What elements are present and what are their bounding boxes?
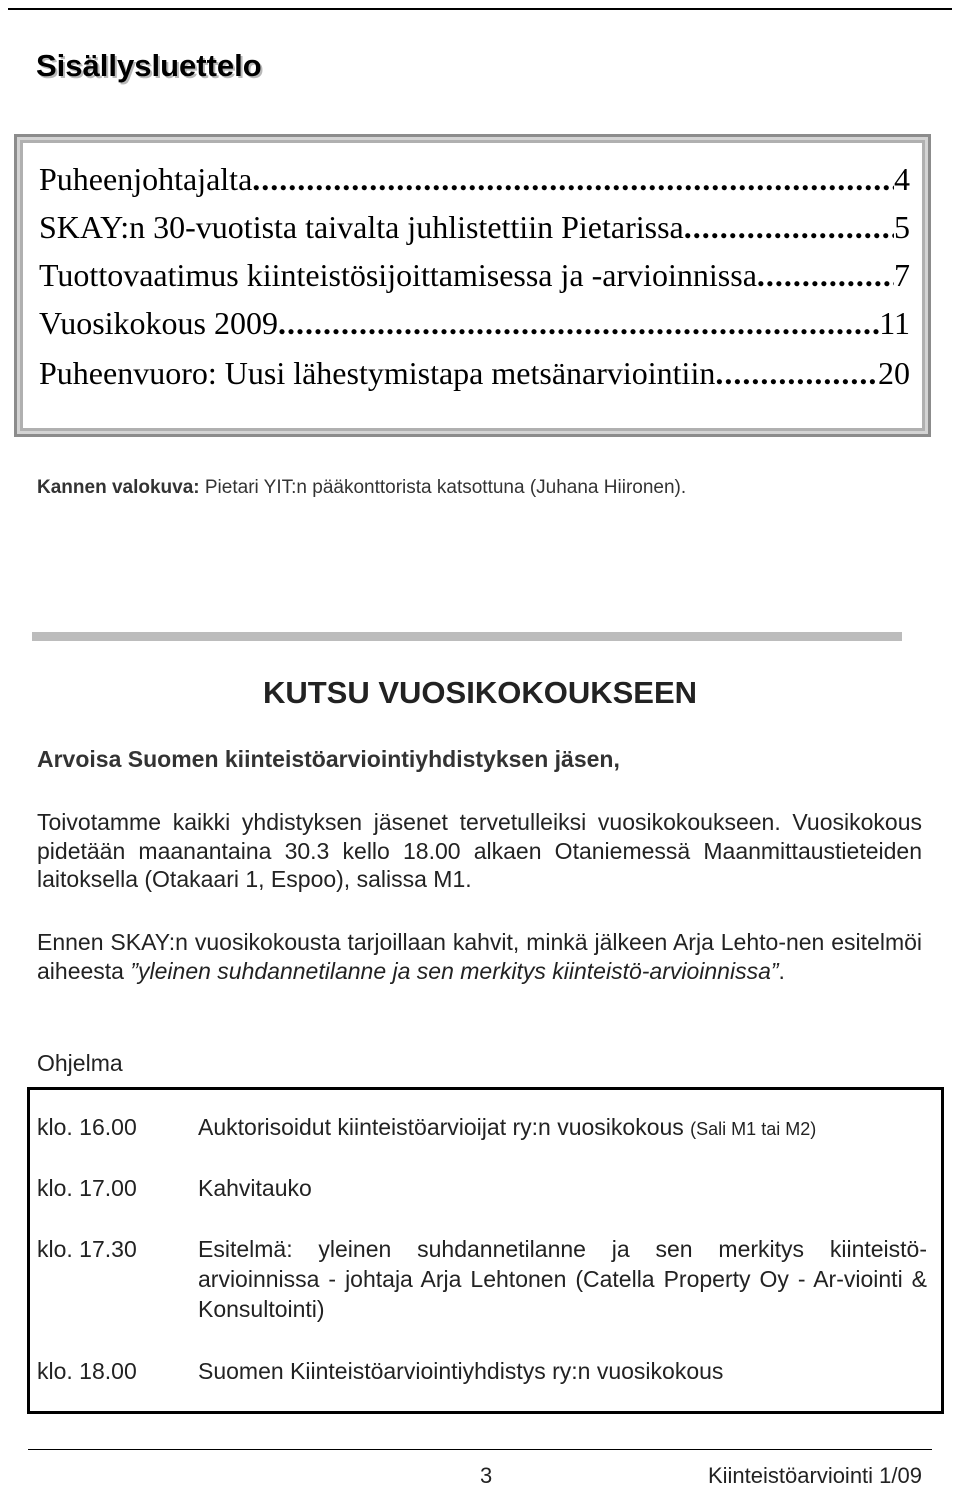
lecture-topic: ”yleinen suhdannetilanne ja sen merkitys kiinteistö-arvioinnissa”: [130, 957, 779, 984]
invitation-paragraph: Toivotamme kaikki yhdistyksen jäsenet tervetulleiksi vuosikokoukseen. Vuosikokous pidetään maanantaina 30.3 kello 18.00 alkaen Otaniemessä Maanmittaustieteiden laitoksella (Otakaari 1, Espoo), salissa M1.: [37, 809, 922, 892]
program-time: klo. 17.00: [37, 1175, 137, 1201]
program-row: [37, 1234, 927, 1324]
toc-leader-dots: [278, 305, 879, 342]
toc-entry-page: 5: [894, 209, 910, 245]
table-of-contents: [14, 134, 931, 437]
program-time: klo. 16.00: [37, 1114, 137, 1140]
program-row: [37, 1173, 927, 1203]
program-text: Auktorisoidut kiinteistöarvioijat ry:n vuosikokous: [198, 1114, 691, 1140]
program-description: [198, 1112, 927, 1144]
toc-entry-page: 20: [878, 355, 910, 391]
toc-leader-dots: [715, 355, 878, 392]
toc-leader-dots: [684, 209, 894, 246]
toc-entry-title: Puheenvuoro: Uusi lähestymistapa metsänarviointiin: [39, 355, 716, 391]
toc-entry[interactable]: [39, 305, 910, 347]
toc-entry[interactable]: [39, 161, 910, 203]
toc-entry-title: Vuosikokous 2009: [39, 305, 278, 341]
cover-photo-caption: [37, 477, 686, 499]
page-number: 3: [480, 1463, 493, 1488]
toc-entry-title: Puheenjohtajalta: [39, 161, 253, 197]
invitation-title: KUTSU VUOSIKOKOUKSEEN: [262, 675, 698, 710]
top-rule: [8, 8, 952, 10]
invitation-paragraph: [37, 928, 922, 985]
program-time: klo. 18.00: [37, 1358, 137, 1384]
toc-entry-page: 7: [894, 257, 910, 293]
publication-name: Kiinteistöarviointi 1/09: [707, 1463, 922, 1488]
program-row: [37, 1356, 927, 1386]
toc-leader-dots: [757, 257, 894, 294]
program-description: Suomen Kiinteistöarviointiyhdistys ry:n vuosikokous: [198, 1358, 724, 1384]
toc-heading: Sisällysluettelo: [36, 48, 262, 83]
toc-entry-title: SKAY:n 30-vuotista taivalta juhlistettiin Pietarissa: [39, 209, 684, 245]
toc-entry[interactable]: [39, 209, 910, 251]
program-box: [27, 1087, 944, 1414]
section-divider: [32, 632, 902, 641]
program-description: Esitelmä: yleinen suhdannetilanne ja sen merkitys kiinteistö-arvioinnissa - johtaja Arja Lehtonen (Catella Property Oy - Ar-viointi & Konsultointi): [198, 1236, 927, 1322]
program-time: klo. 17.30: [37, 1236, 137, 1262]
salutation: Arvoisa Suomen kiinteistöarviointiyhdistyksen jäsen,: [37, 746, 620, 772]
paragraph-text: .: [778, 957, 785, 984]
toc-entry-page: 11: [879, 305, 910, 341]
toc-leader-dots: [252, 161, 894, 198]
program-note: (Sali M1 tai M2): [690, 1119, 817, 1139]
paragraph-text: Ennen SKAY:n vuosikokousta tarjoillaan kahvit, minkä jälkeen Arja Lehto-nen esitelmöi aiheesta: [37, 929, 922, 984]
program-row: [37, 1112, 927, 1144]
toc-entry-page: 4: [894, 161, 910, 197]
program-label: Ohjelma: [37, 1050, 123, 1076]
footer-rule: [28, 1449, 932, 1450]
toc-entry-title: Tuottovaatimus kiinteistösijoittamisessa ja -arvioinnissa: [39, 257, 757, 293]
program-description: Kahvitauko: [198, 1175, 312, 1201]
caption-label: Kannen valokuva:: [37, 477, 200, 498]
caption-text: Pietari YIT:n pääkonttorista katsottuna (Juhana Hiironen).: [199, 477, 687, 498]
toc-entry[interactable]: [39, 257, 910, 299]
toc-entry[interactable]: [39, 355, 910, 397]
